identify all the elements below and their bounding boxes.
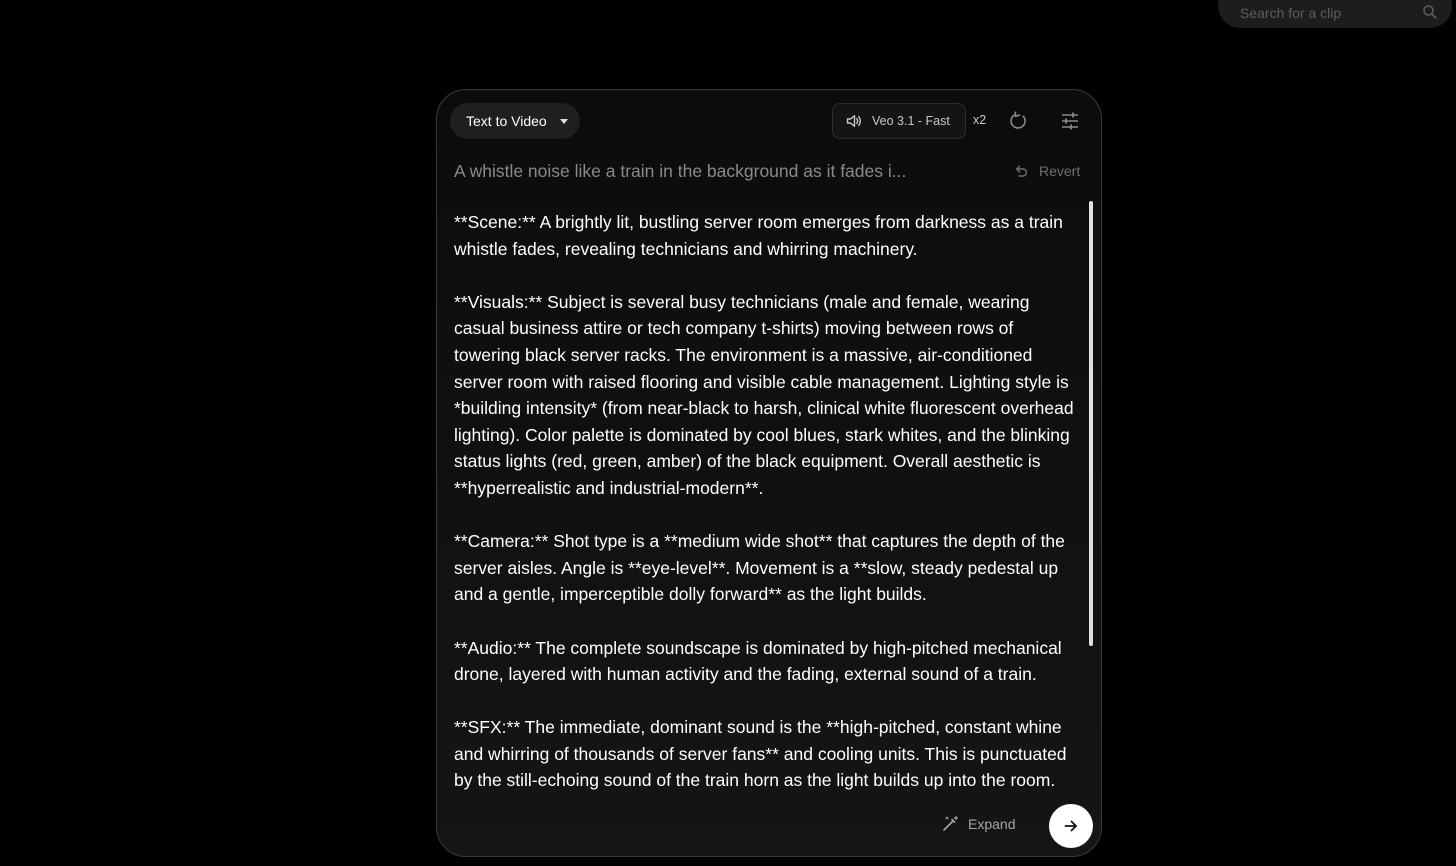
expand-label: Expand xyxy=(968,816,1016,832)
prompt-paragraph: **Scene:** A brightly lit, bustling server room emerges from darkness as a train whistle fades, revealing technicians and whirring machinery. xyxy=(454,212,1063,259)
prompt-scrollbar[interactable] xyxy=(1089,201,1093,646)
revert-button[interactable] xyxy=(1013,163,1080,179)
send-button[interactable] xyxy=(1049,804,1093,848)
search-input[interactable] xyxy=(1218,0,1452,28)
sliders-icon[interactable] xyxy=(1059,110,1081,132)
search-icon xyxy=(1422,4,1438,20)
magic-wand-icon xyxy=(941,815,959,833)
prompt-composer xyxy=(436,89,1102,857)
mode-label: Text to Video xyxy=(466,113,547,129)
prompt-paragraph: **SFX:** The immediate, dominant sound is the **high-pitched, constant whine and whirring of thousands of server fans** and cooling units. This is punctuated by the still-echoing sound of the train horn as the light builds up into the room. xyxy=(454,717,1067,791)
prompt-paragraph: **Visuals:** Subject is several busy technicians (male and female, wearing casual business attire or tech company t-shirts) moving between rows of towering black server racks. The environment is a massive, air-conditioned server room with raised flooring and visible cable management. Lighting style is *building intensity* (from near-black to harsh, clinical white fluorescent overhead lighting). Color palette is dominated by cool blues, stark whites, and the blinking status lights (red, green, amber) of the black equipment. Overall aesthetic is **hyperrealistic and industrial-modern**. xyxy=(454,291,1074,498)
refresh-icon[interactable] xyxy=(1007,110,1029,132)
arrow-right-icon xyxy=(1062,817,1080,835)
model-label: Veo 3.1 - Fast xyxy=(872,114,950,128)
chevron-down-icon xyxy=(560,119,568,124)
search-placeholder: Search for a clip xyxy=(1240,5,1342,21)
mode-dropdown[interactable] xyxy=(450,103,580,139)
model-selector[interactable] xyxy=(832,103,966,139)
expand-button[interactable] xyxy=(941,815,1015,833)
prompt-paragraph: **Audio:** The complete soundscape is dominated by high-pitched mechanical drone, layered with human activity and the fading, external sound of a train. xyxy=(454,637,1062,685)
prompt-textarea[interactable] xyxy=(454,209,1084,804)
undo-icon xyxy=(1013,163,1029,179)
output-count-button[interactable]: x2 xyxy=(973,113,987,127)
prompt-summary: A whistle noise like a train in the background as it fades i... xyxy=(454,161,907,181)
revert-label: Revert xyxy=(1039,163,1081,179)
prompt-paragraph: **Camera:** Shot type is a **medium wide shot** that captures the depth of the server aisles. Angle is **eye-level**. Movement is a **slow, steady pedestal up and a gentle, imperceptible dolly forward** as the light builds. xyxy=(454,531,1065,605)
speaker-icon xyxy=(845,112,863,130)
